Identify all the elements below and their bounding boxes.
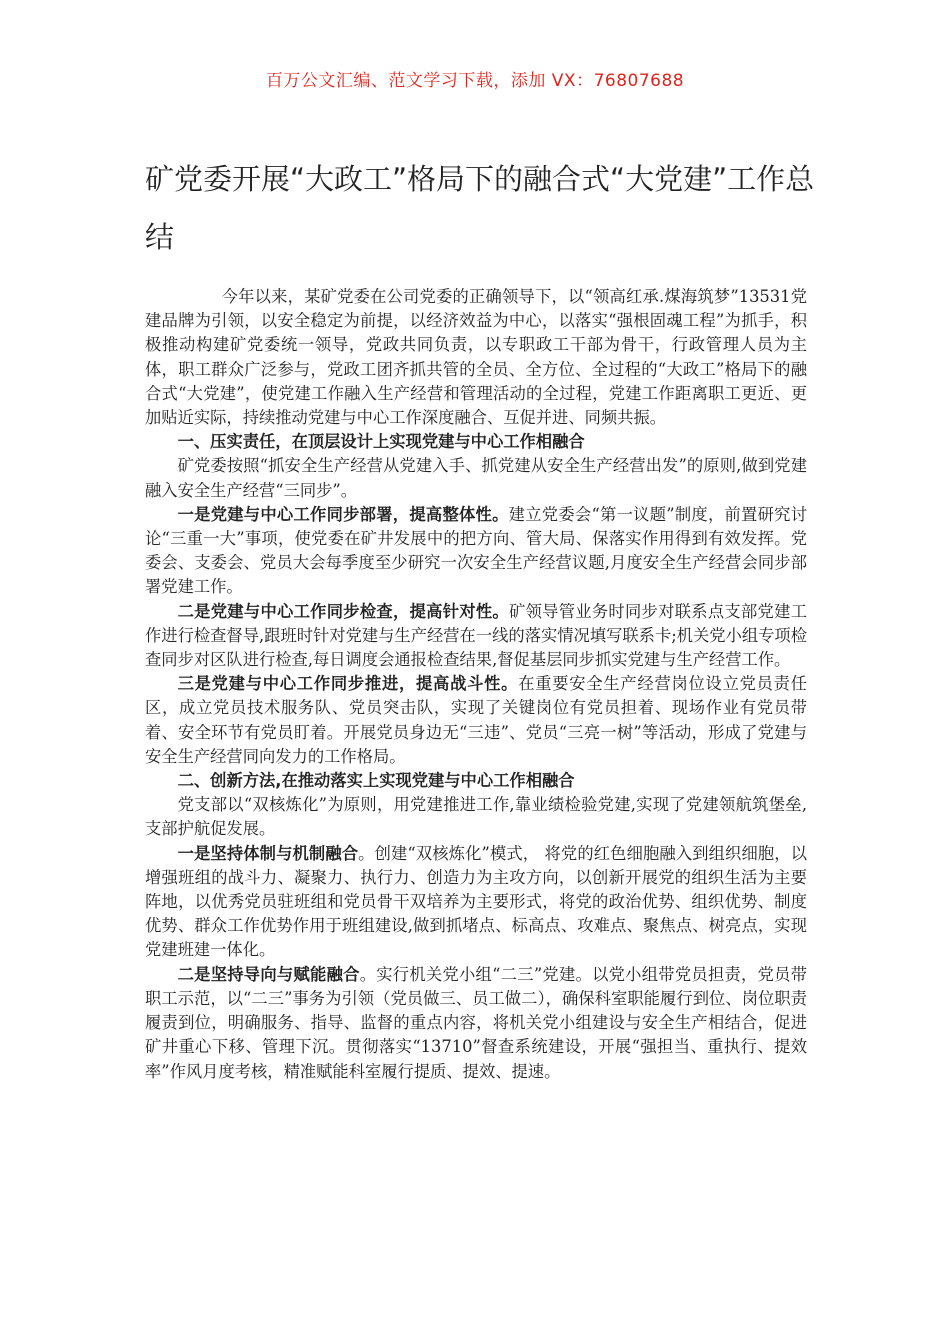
- section-2-heading: 二、创新方法,在推动落实上实现党建与中心工作相融合: [177, 771, 575, 791]
- item-text: 。实行机关党小组“二三”党建。以党小组带党员担责，党员带职工示范，以“二三”事务为引领（党员做三、员工做二），确保科室职能履行到位、岗位职责履责到位，明确服务、指导、监督的重点内容，将机关党小组建设与安全生产相结合，促进矿井重心下移、管理下沉。贯彻落实“13710”督查系统建设，开展“强担当、重执行、提效率”作风月度考核，精准赋能科室履行提质、提效、提速。: [145, 964, 807, 1081]
- item-lead: 三是党建与中心工作同步推进，提高战斗性。: [177, 674, 519, 694]
- section-1-item-3: [145, 672, 807, 769]
- item-text: 在重要安全生产经营岗位设立党员责任区，成立党员技术服务队、党员突击队，实现了关键岗位有党员担着、现场作业有党员带着、安全环节有党员盯着。开展党员身边无“三违”、党员“三亮一树”等活动，形成了党建与安全生产经营同向发力的工作格局。: [145, 674, 807, 766]
- item-text: 矿领导管业务时同步对联系点支部党建工作进行检查督导,跟班时针对党建与生产经营在一线的落实情况填写联系卡;机关党小组专项检查同步对区队进行检查,每日调度会通报检查结果,督促基层同步抓实党建与生产经营工作。: [145, 601, 807, 670]
- section-1-item-1: [145, 503, 807, 600]
- header-banner: 百万公文汇编、范文学习下载，添加 VX：76807688: [265, 71, 685, 91]
- section-1-item-2: [145, 600, 807, 673]
- item-lead: 二是党建与中心工作同步检查，提高针对性。: [177, 601, 509, 621]
- item-lead: 一是坚持体制与机制融合: [177, 843, 359, 863]
- section-2-intro: 党支部以“双核炼化”为原则，用党建推进工作,靠业绩检验党建,实现了党建领航筑堡垒,支部护航促发展。: [145, 795, 807, 839]
- item-lead: 二是坚持导向与赋能融合: [177, 964, 360, 984]
- section-1-intro: 矿党委按照“抓安全生产经营从党建入手、抓党建从安全生产经营出发”的原则,做到党建融入安全生产经营“三同步”。: [145, 456, 807, 500]
- section-2-item-2: [145, 963, 807, 1084]
- item-text: 建立党委会“第一议题”制度，前置研究讨论“三重一大”事项，使党委在矿井发展中的把方向、管大局、保落实作用得到有效发挥。党委会、支委会、党员大会每季度至少研究一次安全生产经营议题,月度安全生产经营会同步部署党建工作。: [145, 504, 807, 597]
- section-2-item-1: [145, 842, 807, 963]
- section-1-heading: 一、压实责任，在顶层设计上实现党建与中心工作相融合: [177, 432, 585, 452]
- item-text: 。创建“双核炼化”模式， 将党的红色细胞融入到组织细胞，以增强班组的战斗力、凝聚力、执行力、创造力为主攻方向，以创新开展党的组织生活为主要阵地，以优秀党员驻班组和党员骨干双培养为主要形式，将党的政治优势、组织优势、制度优势、群众工作优势作用于班组建设,做到抓堵点、标高点、攻难点、聚焦点、树亮点，实现党建班建一体化。: [145, 843, 807, 960]
- intro-paragraph: 今年以来，某矿党委在公司党委的正确领导下，以“领高红承.煤海筑梦”13531党建品牌为引领，以安全稳定为前提，以经济效益为中心，以落实“强根固魂工程”为抓手，积极推动构建矿党委统一领导，党政共同负责，以专职政工干部为骨干，行政管理人员为主体，职工群众广泛参与，党政工团齐抓共管的全员、全方位、全过程的“大政工”格局下的融合式“大党建”，使党建工作融入生产经营和管理活动的全过程，党建工作距离职工更近、更加贴近实际，持续推动党建与中心工作深度融合、互促并进、同频共振。: [145, 287, 807, 428]
- document-title: 矿党委开展“大政工”格局下的融合式“大党建”工作总结: [145, 162, 815, 254]
- document-body: [145, 285, 807, 1084]
- item-lead: 一是党建与中心工作同步部署，提高整体性。: [177, 504, 509, 524]
